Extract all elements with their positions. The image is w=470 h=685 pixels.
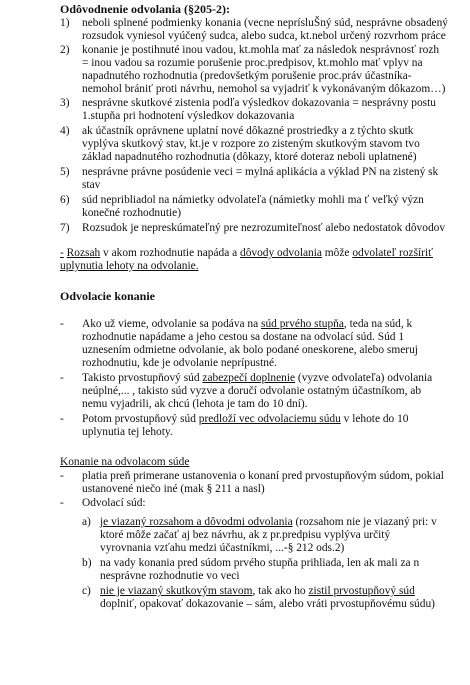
sub-item-label: c) [82,585,91,597]
bullet-line: Potom prvostupňový súd predloží vec odvolaciemu súdu v lehote do 10 [82,413,409,425]
bound-by-scope: je viazaný rozsahom a dôvodmi odvolania [100,516,293,528]
bullet-line: rozhodnutiu, kde je odvolanie neprípustné. [82,357,277,369]
bullet-line: platia preň primerane ustanovenia o konaní pred prvostupňovým súdom, pokial [82,470,444,482]
scope-term: Rozsah [66,247,101,259]
scope-reasons: dôvody odvolania [240,247,322,259]
sub-item-line: doplniť, opakovať dokazovanie – sám, alebo vráti prvostupňovému súdu) [100,598,435,610]
bullet-dash: - [60,318,64,330]
bullet-line: ustanovené niečo iné (mak § 211 a nasl) [82,483,265,495]
item-number: 4) [60,125,70,137]
scope-paragraph: - Rozsah v akom rozhodnutie napáda a dôvody odvolania môže odvolateľ rozšíriť [60,247,433,259]
sub-item-line: na vady konania pred súdom prvého stupňa prihliada, len ak mali za n [100,557,420,569]
bullet-line: uplynutia tej lehoty. [82,426,173,438]
scope-extend: odvolateľ rozšíriť [352,247,433,259]
scope-line: uplynutia lehoty na odvolanie. [60,260,199,272]
sub-item-line: vyrovnania vzťahu medzi účastníkmi, ...-§ 212 ods.2) [100,542,345,554]
item-line: vyplýva skutkový stav, kt.je v rozpore zo zisteným skutkovým stavom tvo [82,138,420,150]
bullet-line: Takisto prvostupňový súd zabezpečí doplnenie (vyzve odvolateľa) odvolania [82,372,433,384]
item-line: súd nepribliadol na námietky odvolateľa (námietky mohli ma ť veľký význ [82,194,424,206]
bullet-line: nemu vyjadrili, ak chcú (lehota je tam do 10 dní). [82,398,308,410]
item-line: ak účastník oprávnene uplatní nové dôkazné prostriedky a z týchto skutk [82,125,414,137]
section-heading-reasons: Odôvodnenie odvolania (§205-2): [60,2,231,16]
established-by-court: zistil prvostupňový súd [308,585,415,597]
sub-item-label: a) [82,516,91,528]
sub-item-line: nie je viazaný skutkovým stavom, tak ako ho zistil prvostupňový súd [100,585,415,597]
item-line: neboli splnené podmienky konania (vecne neprísluŠný súd, nesprávne obsadený [82,17,448,29]
bullet-dash: - [60,497,64,509]
not-bound-by-facts: nie je viazaný skutkovým stavom [100,585,253,597]
sub-item-line: je viazaný rozsahom a dôvodmi odvolania (rozsahom nie je viazaný pri: v [100,516,437,528]
bullet-dash: - [60,413,64,425]
item-number: 6) [60,194,70,206]
bullet-dash: - [60,470,64,482]
bullet-line: Ako už vieme, odvolanie sa podáva na súd prvého stupňa, teda na súd, k [82,318,413,330]
sub-item-line: nesprávne rozhodnutie vo veci [100,570,240,582]
item-line: konečné rozhodnutie) [82,207,181,219]
scope-dash: - [60,247,64,259]
item-line: nemohol brániť proti návrhu, nemohol sa vyjadriť k vykonávaným dôkazom…) [82,83,446,95]
item-line: rozsudok vyniesol vyúčený sudca, alebo sudca, kt.nebol určený rozvrhom práce [82,30,446,42]
bullet-line: neúplné,... , takisto súd vyzve a doručí odvolanie ostatným účastníkom, ab [82,385,422,397]
bullet-line: uznesením odmietne odvolanie, ak bolo podané oneskorene, alebo smeruj [82,344,418,356]
item-number: 1) [60,17,70,29]
item-number: 2) [60,44,70,56]
first-instance-court: súd prvého stupňa [261,318,344,330]
bullet-dash: - [60,372,64,384]
item-number: 7) [60,222,70,234]
item-line: napadnutého rozhodnutia (predovšetkým porušenie proc.práv účastníka- [82,70,412,82]
section-heading-appeal-procedure: Odvolacie konanie [60,289,156,303]
item-line: nesprávne právne posúdenie veci = mylná aplikácia a výklad PN na zistený sk [82,166,439,178]
sub-item-line: ktoré môže začať aj bez návrhu, ak z pr.predpisu vyplýva určitý [100,529,391,541]
item-line: 1.stupňa pri hodnotení výsledkov dokazovania [82,110,295,122]
item-line: konanie je postihnuté inou vadou, kt.mohla mať za následok nesprávnosť rozh [82,44,440,56]
submit-to-appeal-court: predloží vec odvolaciemu súdu [198,413,341,425]
bullet-line: rozhodnutie napádame a jeho cestou sa dostane na odvolací súd. Súd 1 [82,331,405,343]
sub-item-label: b) [82,557,92,569]
item-line: Rozsudok je nepreskúmateľný pre nezrozumiteľnosť alebo nedostatok dôvodov [82,222,446,234]
item-number: 5) [60,166,70,178]
item-line: = inou vadou sa rozumie porušenie proc.predpisov, kt.mohlo mať vplyv na [82,57,423,69]
item-line: nesprávne skutkové zistenia podľa výsledkov dokazovania = nesprávny postu [82,97,436,109]
item-line: stav [82,179,101,191]
section-heading-appeal-court: Konanie na odvolacom súde [60,456,190,468]
item-line: základ napadnutého rozhodnutia (dôkazy, ktoré doteraz neboli uplatnené) [82,151,417,163]
item-number: 3) [60,97,70,109]
appeal-court-label: Odvolací súd: [82,497,146,509]
ensure-completion: zabezpečí doplnenie [202,372,296,384]
